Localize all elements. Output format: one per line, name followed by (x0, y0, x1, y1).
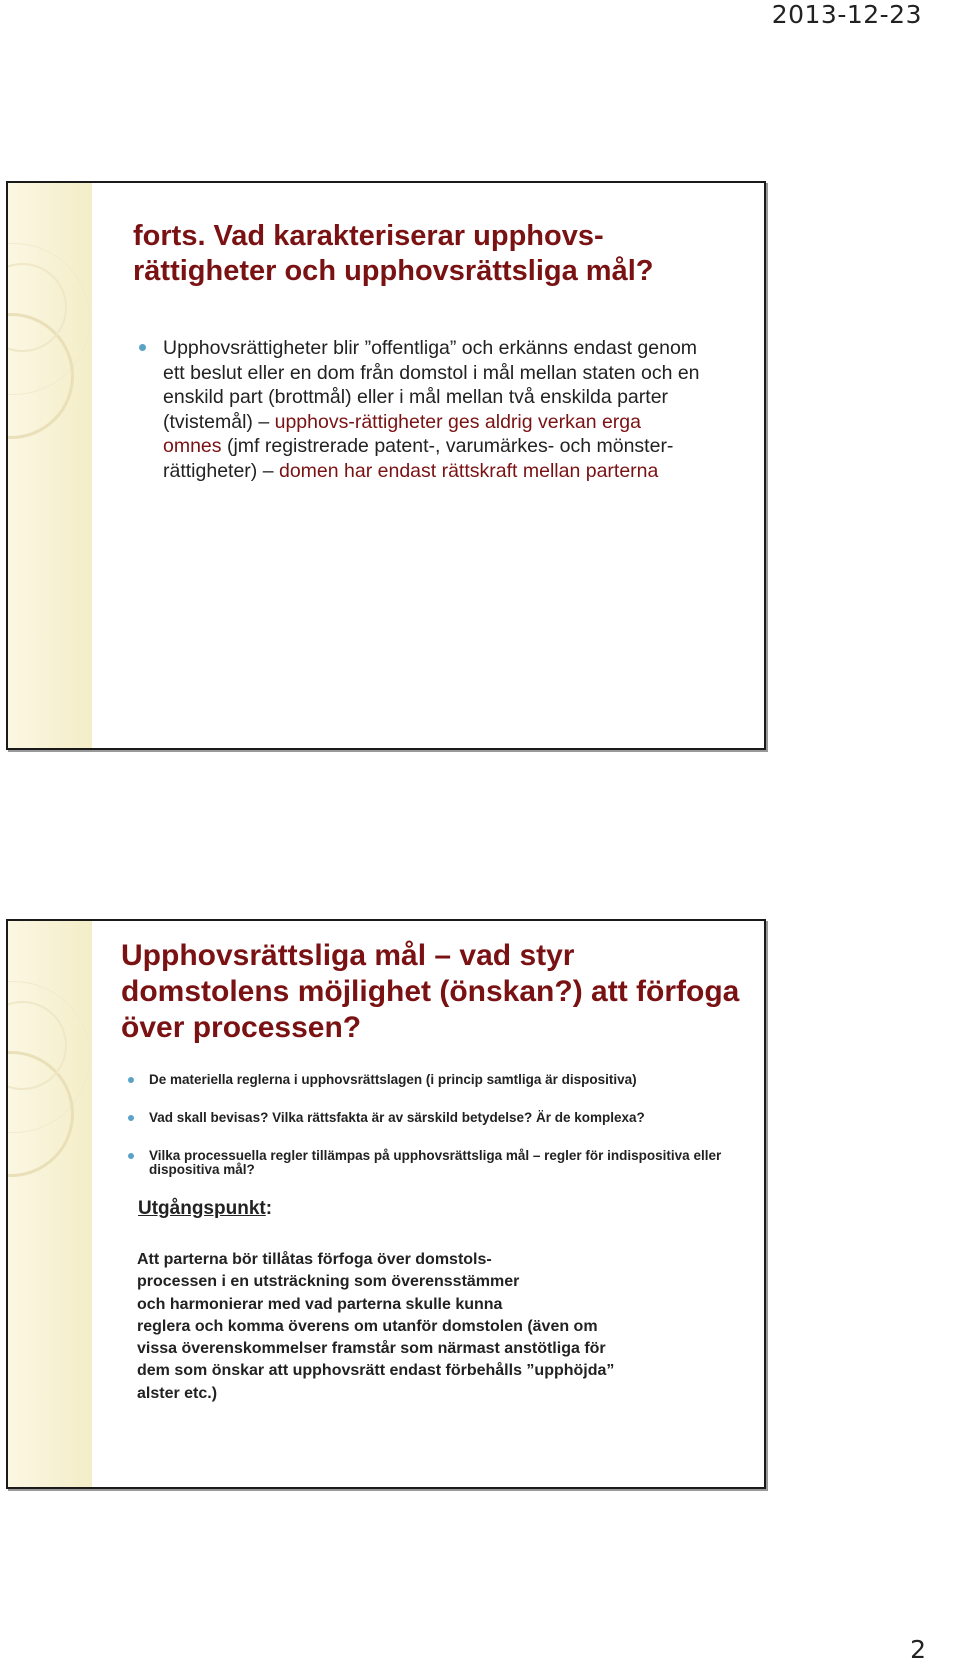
bullet-emphasis: domen har endast rättskraft mellan parterna (278, 459, 659, 482)
bullet-dot-icon (139, 344, 146, 351)
bullet-dot-icon (128, 1077, 134, 1083)
page-date: 2013-12-23 (771, 0, 922, 29)
conclusion-line: dem som önskar att upphovsrätt endast förbehålls ”upphöjda” (137, 1362, 615, 1380)
conclusion-line: Att parterna bör tillåtas förfoga över domstols- (137, 1251, 492, 1268)
title-line: Upphovsrättsliga mål – vad styr (121, 939, 575, 972)
bullet-dot-icon (128, 1115, 134, 1121)
slide-2-bullet: Vilka processuella regler tillämpas på upphovsrättsliga mål – regler för indispositiva eller dispositiva mål? (149, 1148, 722, 1177)
title-line: domstolens möjlighet (önskan?) att förfoga (121, 975, 740, 1008)
slide-1-title (133, 219, 693, 289)
conclusion-line: vissa överenskommelser framstår som närmast anstötliga för (137, 1340, 606, 1358)
slide-2 (6, 919, 766, 1489)
conclusion-line: och harmonierar med vad parterna skulle kunna (137, 1295, 503, 1313)
title-line: forts. Vad karakteriserar upphovs- (133, 220, 604, 252)
bullet-text: (jmf registrerade patent-, varumärkes- och mönster-rättigheter) – (163, 435, 674, 482)
slide-1-bullet (163, 336, 703, 483)
page-number: 2 (910, 1635, 926, 1664)
title-line: över processen? (121, 1011, 362, 1044)
slide-2-bullet: Vad skall bevisas? Vilka rättsfakta är av särskild betydelse? Är de komplexa? (149, 1110, 645, 1125)
conclusion-line: processen i en utsträckning som överensstämmer (137, 1273, 520, 1291)
title-line: rättigheter och upphovsrättsliga mål? (133, 255, 654, 287)
conclusion-line: reglera och komma överens om utanför domstolen (även om (137, 1317, 598, 1335)
bullet-text: Upphovsrättigheter blir ”offentliga” och erkänns endast genom ett beslut eller en dom från domstol i mål mellan staten och en enskild part (brottmål) eller i mål mellan två enskilda parter (tvistemål) – (163, 337, 700, 433)
utgangspunkt-label: Utgångspunkt (138, 1198, 266, 1219)
conclusion-text (137, 1249, 677, 1405)
utgangspunkt-heading (138, 1198, 272, 1220)
bullet-dot-icon (128, 1153, 134, 1159)
slide-2-bullet: De materiella reglerna i upphovsrättslagen (i princip samtliga är dispositiva) (149, 1072, 637, 1087)
bullet-emphasis: upphovs-rättigheter ges aldrig verkan erga omnes (163, 410, 641, 457)
slide-2-title (121, 938, 741, 1046)
slide-1 (6, 181, 766, 750)
utgangspunkt-colon: : (265, 1198, 273, 1219)
conclusion-line: alster etc.) (137, 1384, 218, 1402)
